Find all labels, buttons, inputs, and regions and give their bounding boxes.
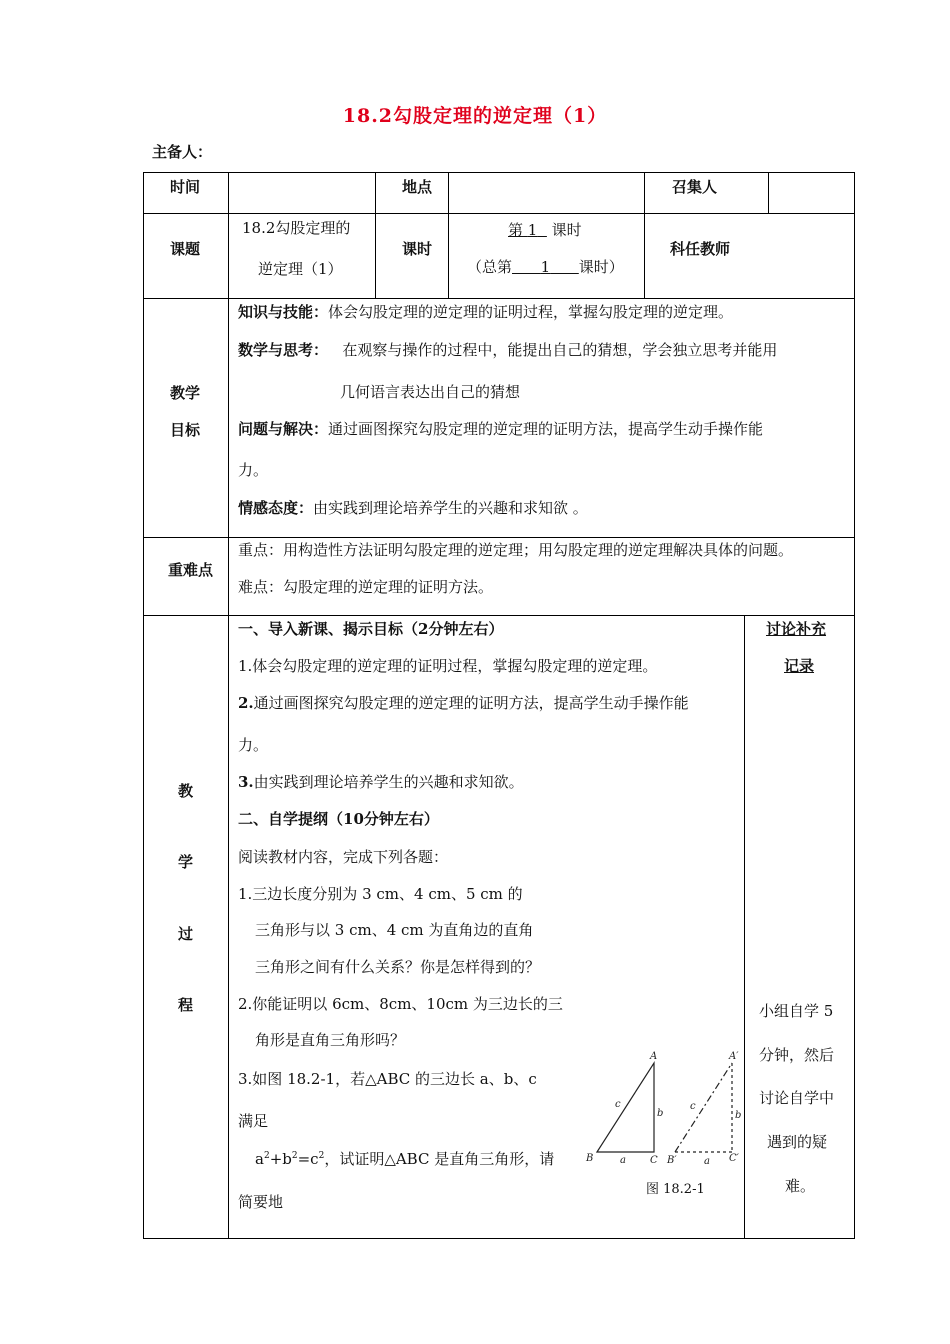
- process-label-char-4: 程: [178, 996, 194, 1014]
- period-prefix: 第: [508, 221, 524, 239]
- figure-caption: 图 18.2-1: [646, 1182, 705, 1197]
- goals-label-2: 目标: [170, 421, 201, 439]
- period-total: 1: [540, 258, 551, 276]
- side-note-line-5: 难。: [785, 1177, 816, 1195]
- period-suffix: 课时: [551, 221, 582, 239]
- keypoint-difficulty: 难点：勾股定理的逆定理的证明方法。: [238, 578, 494, 596]
- section1-title: 一、导入新课、揭示目标（2分钟左右）: [238, 620, 504, 638]
- topic-value-line1: 18.2勾股定理的: [242, 219, 351, 237]
- document-title: 18.2勾股定理的逆定理（1）: [342, 105, 608, 127]
- discussion-header-2: 记录: [784, 657, 815, 675]
- s1-item-2-cont: 力。: [238, 736, 269, 754]
- period-label: 课时: [402, 240, 433, 258]
- process-label-char-2: 学: [178, 853, 194, 871]
- place-label: 地点: [402, 178, 433, 196]
- triangle-figure: [580, 1045, 745, 1195]
- label-b-prime: b: [735, 1110, 742, 1121]
- period-total-suffix: 课时）: [578, 258, 624, 276]
- q3-line-1: 3.如图 18.2-1，若△ABC 的三边长 a、b、c: [238, 1070, 537, 1088]
- period-total-prefix: （总第: [467, 258, 513, 276]
- discussion-header-1: 讨论补充: [766, 620, 827, 638]
- triangle-abc: [597, 1063, 654, 1152]
- label-A-prime: A′: [729, 1051, 739, 1062]
- label-B: B: [586, 1153, 594, 1164]
- q3-line-4: 简要地: [238, 1193, 284, 1211]
- teacher-label: 科任教师: [670, 240, 731, 258]
- goal-problem-cont: 力。: [238, 461, 269, 479]
- goal-math-cont: 几何语言表达出自己的猜想: [340, 383, 521, 401]
- q3-line-2: 满足: [238, 1112, 269, 1130]
- q2-line-1: 2.你能证明以 6cm、8cm、10cm 为三边长的三: [238, 995, 563, 1013]
- period-line1: [508, 223, 582, 238]
- label-c-prime: c: [690, 1101, 696, 1112]
- side-note-line-3: 讨论自学中: [759, 1089, 835, 1107]
- process-label-char-3: 过: [178, 925, 194, 943]
- label-C-prime: C′: [729, 1153, 739, 1164]
- topic-label: 课题: [170, 240, 201, 258]
- q3-equation: $a^2+b^2=c^2$，试证明△ABC 是直角三角形，请: [255, 1150, 555, 1168]
- topic-value-line2: 逆定理（1）: [258, 260, 343, 278]
- q1-line-3: 三角形之间有什么关系？你是怎样得到的？: [255, 958, 541, 976]
- label-c: c: [615, 1099, 621, 1110]
- triangle-hypotenuse-dashed: [675, 1063, 732, 1152]
- side-note-line-1: 小组自学 5: [759, 1002, 834, 1020]
- process-label-char-1: 教: [178, 782, 194, 800]
- s2-intro: 阅读教材内容，完成下列各题：: [238, 848, 449, 866]
- keypoints-label: 重难点: [168, 561, 214, 579]
- q1-line-2: 三角形与以 3 cm、4 cm 为直角边的直角: [255, 921, 534, 939]
- goal-knowledge: 知识与技能：体会勾股定理的逆定理的证明过程，掌握勾股定理的逆定理。: [238, 303, 734, 321]
- q2-line-2: 角形是直角三角形吗？: [255, 1031, 406, 1049]
- label-b: b: [657, 1108, 664, 1119]
- label-C: C: [650, 1155, 658, 1166]
- preparer-label: 主备人：: [152, 143, 213, 161]
- goal-problem: 问题与解决：通过画图探究勾股定理的逆定理的证明方法，提高学生动手操作能: [238, 420, 764, 438]
- keypoint-focus: 重点：用构造性方法证明勾股定理的逆定理；用勾股定理的逆定理解决具体的问题。: [238, 541, 794, 559]
- side-note-line-2: 分钟，然后: [759, 1046, 835, 1064]
- q1-line-1: 1.三边长度分别为 3 cm、4 cm、5 cm 的: [238, 885, 523, 903]
- period-line2: [467, 260, 624, 275]
- label-a: a: [620, 1155, 626, 1166]
- section2-title: 二、自学提纲（10分钟左右）: [238, 810, 439, 828]
- convener-label: 召集人: [672, 178, 718, 196]
- label-B-prime: B′: [667, 1155, 677, 1166]
- label-A: A: [650, 1051, 658, 1062]
- s1-item-3: 3.由实践到理论培养学生的兴趣和求知欲。: [238, 773, 524, 791]
- s1-item-2: 2.通过画图探究勾股定理的逆定理的证明方法，提高学生动手操作能: [238, 694, 689, 712]
- side-note-line-4: 遇到的疑: [767, 1133, 828, 1151]
- goal-attitude: 情感态度：由实践到理论培养学生的兴趣和求知欲 。: [238, 499, 588, 517]
- s1-item-1: 1.体会勾股定理的逆定理的证明过程，掌握勾股定理的逆定理。: [238, 657, 658, 675]
- period-number: 1: [527, 221, 538, 239]
- goals-label-1: 教学: [170, 384, 201, 402]
- goal-math: 数学与思考： 在观察与操作的过程中，能提出自己的猜想，学会独立思考并能用: [238, 341, 778, 359]
- label-a-prime: a: [704, 1156, 710, 1167]
- time-label: 时间: [170, 178, 201, 196]
